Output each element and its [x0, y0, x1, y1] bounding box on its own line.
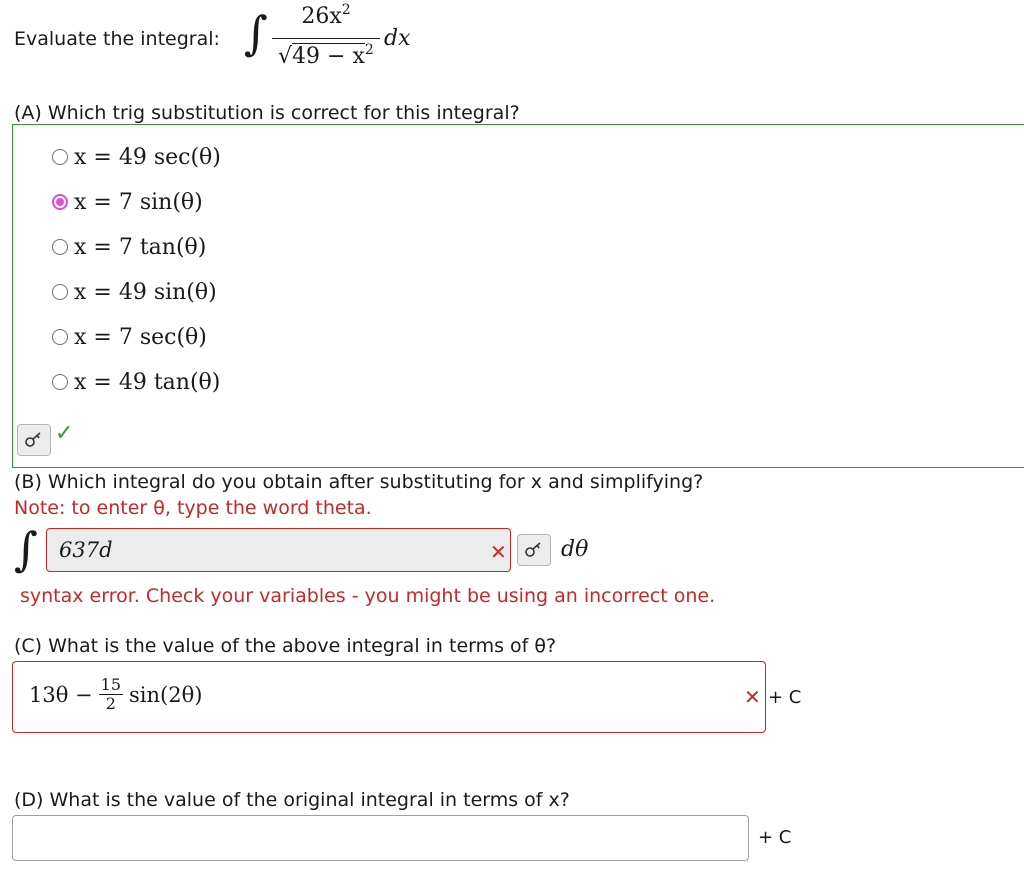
key-button-a[interactable]	[17, 424, 51, 456]
dtheta-suffix: dθ	[561, 537, 589, 562]
radio-button[interactable]	[52, 374, 68, 390]
question-c-title: (C) What is the value of the above integral in terms of θ?	[14, 635, 557, 657]
question-b-note: Note: to enter θ, type the word theta.	[14, 497, 372, 519]
option-label: x = 7 sin(θ)	[74, 189, 203, 215]
fraction-numerator: 15	[100, 675, 121, 694]
key-icon	[24, 432, 44, 448]
integral-sign-b: ∫	[14, 522, 38, 576]
radio-button-selected[interactable]	[52, 194, 68, 210]
key-icon	[524, 542, 544, 558]
answer-b-value: 637d	[59, 538, 113, 562]
option-a5[interactable]	[52, 322, 207, 352]
option-label: x = 49 sin(θ)	[74, 279, 217, 305]
question-d-title: (D) What is the value of the original integral in terms of x?	[14, 789, 570, 811]
question-b-title: (B) Which integral do you obtain after substituting for x and simplifying?	[14, 471, 704, 493]
prompt-label: Evaluate the integral:	[14, 28, 220, 50]
incorrect-icon-c: ✕	[744, 685, 761, 709]
radio-button[interactable]	[52, 284, 68, 300]
option-label: x = 49 sec(θ)	[74, 144, 221, 170]
option-label: x = 7 sec(θ)	[74, 324, 207, 350]
plus-c-label-c: + C	[768, 687, 802, 708]
radio-button[interactable]	[52, 329, 68, 345]
check-icon: ✓	[55, 421, 74, 446]
option-label: x = 7 tan(θ)	[74, 234, 207, 260]
integral-sign: ∫	[244, 6, 268, 60]
integrand-denominator: $√49 - x^2$	[278, 42, 374, 69]
option-label: x = 49 tan(θ)	[74, 369, 221, 395]
option-a1[interactable]	[52, 142, 221, 172]
answer-b-input[interactable]	[46, 528, 511, 572]
answer-c-value	[29, 676, 202, 713]
answer-c-tail: sin(2θ)	[129, 682, 203, 707]
question-a-title: (A) Which trig substitution is correct for this integral?	[14, 102, 520, 124]
answer-c-lead: 13θ −	[29, 682, 93, 707]
option-a3[interactable]	[52, 232, 206, 262]
option-a2[interactable]	[52, 187, 203, 217]
answer-c-input[interactable]	[12, 661, 766, 733]
answer-d-input[interactable]	[12, 815, 749, 861]
option-a4[interactable]	[52, 277, 217, 307]
answer-c-fraction	[99, 676, 123, 713]
option-a6[interactable]	[52, 367, 220, 397]
error-message-b: syntax error. Check your variables - you might be using an incorrect one.	[20, 585, 716, 607]
incorrect-icon-b: ✕	[490, 540, 507, 564]
differential: dx	[384, 26, 411, 51]
radio-button[interactable]	[52, 239, 68, 255]
integrand-numerator: $26x^2$	[301, 2, 351, 29]
key-button-b[interactable]	[517, 534, 551, 566]
fraction-bar	[272, 38, 380, 39]
radio-button[interactable]	[52, 149, 68, 165]
fraction-denominator: 2	[105, 694, 116, 713]
plus-c-label-d: + C	[758, 827, 792, 848]
